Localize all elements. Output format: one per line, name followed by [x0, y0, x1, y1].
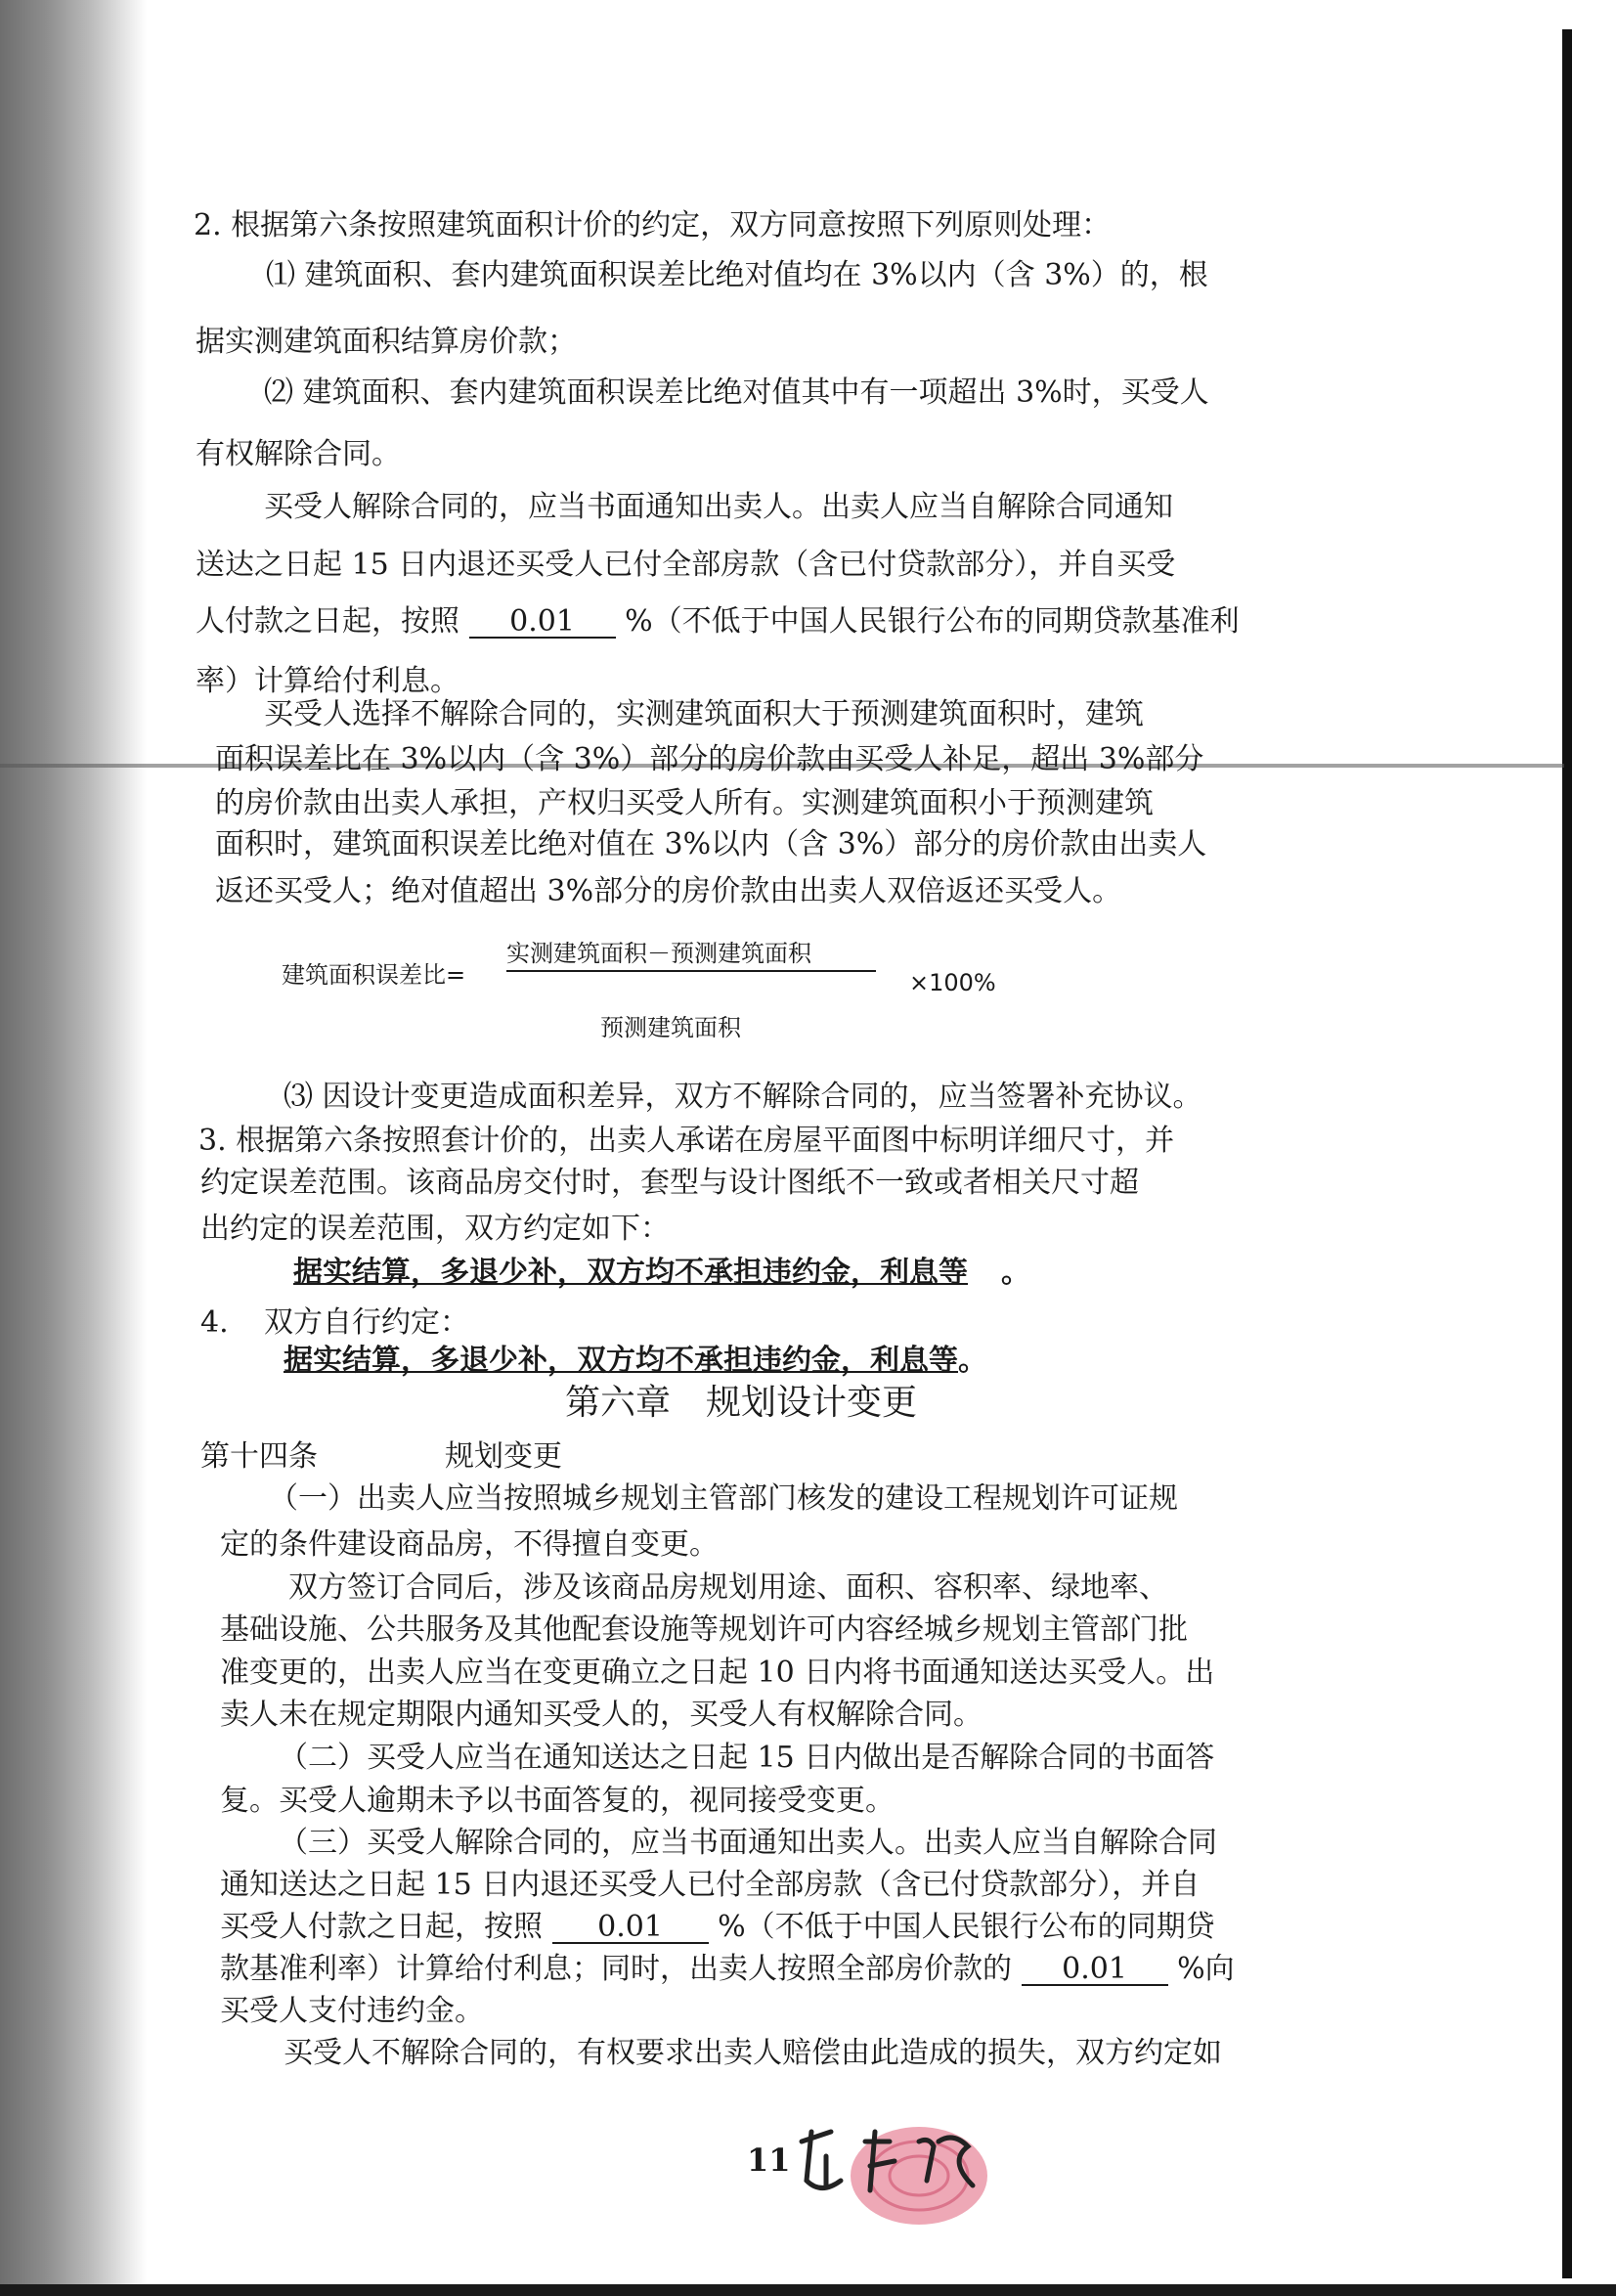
item-2-2-line-1: ⑵ 建筑面积、套内建筑面积误差比绝对值其中有一项超出 3%时，买受人: [264, 375, 1209, 410]
item-3-period: 。: [1001, 1256, 1030, 1290]
formula-fraction-bar: [506, 970, 876, 972]
keep-contract-line-2: 面积误差比在 3%以内（含 3%）部分的房价款由买受人补足，超出 3%部分: [215, 742, 1204, 776]
article-14-p4-line-1: （三）买受人解除合同的，应当书面通知出卖人。出卖人应当自解除合同: [279, 1826, 1217, 1860]
rescind-line-4: 率）计算给付利息。: [196, 664, 459, 698]
item-3-line-2: 约定误差范围。该商品房交付时，套型与设计图纸不一致或者相关尺寸超: [200, 1166, 1139, 1200]
rescind-line-3-pre: 人付款之日起，按照: [196, 604, 459, 639]
article-14-p4-line-3-post: %（不低于中国人民银行公布的同期贷: [718, 1910, 1215, 1944]
article-14-p3-line-1: （二）买受人应当在通知送达之日起 15 日内做出是否解除合同的书面答: [279, 1741, 1215, 1775]
article-14-p2-line-3: 准变更的，出卖人应当在变更确立之日起 10 日内将书面通知送达买受人。出: [220, 1656, 1215, 1690]
interest-rate-blank-1: 0.01: [469, 607, 616, 639]
keep-contract-line-1: 买受人选择不解除合同的，实测建筑面积大于预测建筑面积时，建筑: [264, 697, 1144, 731]
rescind-line-2: 送达之日起 15 日内退还买受人已付全部房款（含已付贷款部分），并自买受: [196, 548, 1176, 582]
rescind-line-3: [196, 603, 1240, 640]
rescind-line-3-post: %（不低于中国人民银行公布的同期贷款基准利: [625, 604, 1240, 639]
signature-stroke-1: [802, 2132, 841, 2188]
article-14-p4-line-2: 通知送达之日起 15 日内退还买受人已付全部房款（含已付贷款部分），并自: [220, 1868, 1201, 1902]
article-14-p2-line-2: 基础设施、公共服务及其他配套设施等规划许可内容经城乡规划主管部门批: [220, 1612, 1188, 1647]
formula-numerator: 实测建筑面积－预测建筑面积: [506, 940, 811, 967]
article-14-p4-line-4: [220, 1951, 1235, 1988]
formula-multiplier: ×100%: [909, 969, 996, 996]
article-14-p1-line-2: 定的条件建设商品房，不得擅自变更。: [220, 1527, 719, 1562]
article-14-p4-line-4-pre: 款基准利率）计算给付利息；同时，出卖人按照全部房价款的: [220, 1952, 1012, 1986]
item-4-number: 4.: [200, 1305, 229, 1340]
article-14-p2-line-4: 卖人未在规定期限内通知买受人的，买受人有权解除合同。: [220, 1698, 983, 1732]
item-4-fill: 据实结算，多退少补，双方均不承担违约金，利息等: [284, 1344, 958, 1378]
page-number: 11: [747, 2141, 791, 2179]
item-3-fill-line: [293, 1255, 1030, 1292]
item-4-period: 。: [958, 1344, 987, 1378]
item-3-fill: 据实结算，多退少补，双方均不承担违约金，利息等: [293, 1256, 968, 1290]
article-14-p4-line-3: [220, 1909, 1215, 1946]
formula-label: 建筑面积误差比=: [282, 961, 466, 989]
penalty-rate-blank: 0.01: [1022, 1955, 1168, 1986]
keep-contract-line-3: 的房价款由出卖人承担，产权归买受人所有。实测建筑面积小于预测建筑: [215, 786, 1154, 820]
interest-rate-blank-2: 0.01: [552, 1913, 709, 1944]
chapter-title: 第六章 规划设计变更: [565, 1383, 918, 1423]
item-3-line-1: 3. 根据第六条按照套计价的，出卖人承诺在房屋平面图中标明详细尺寸，并: [198, 1124, 1175, 1158]
keep-contract-line-4: 面积时，建筑面积误差比绝对值在 3%以内（含 3%）部分的房价款由出卖人: [215, 827, 1207, 861]
keep-contract-line-5: 返还买受人；绝对值超出 3%部分的房价款由出卖人双倍返还买受人。: [215, 874, 1122, 908]
item-2-1-line-1: ⑴ 建筑面积、套内建筑面积误差比绝对值均在 3%以内（含 3%）的，根: [266, 258, 1208, 292]
article-14-number: 第十四条: [200, 1439, 318, 1474]
item-2-1-line-2: 据实测建筑面积结算房价款；: [196, 325, 577, 359]
article-14-p4-line-5: 买受人支付违约金。: [220, 1994, 484, 2028]
rescind-line-1: 买受人解除合同的，应当书面通知出卖人。出卖人应当自解除合同通知: [264, 490, 1173, 524]
article-14-p5-line-1: 买受人不解除合同的，有权要求出卖人赔偿由此造成的损失，双方约定如: [284, 2036, 1222, 2070]
article-14-title: 规划变更: [445, 1439, 562, 1474]
item-2-intro: 2. 根据第六条按照建筑面积计价的约定，双方同意按照下列原则处理：: [194, 208, 1112, 243]
item-4-label: 双方自行约定：: [264, 1305, 469, 1340]
item-4-fill-line: [284, 1343, 987, 1380]
item-3-line-3: 出约定的误差范围，双方约定如下：: [200, 1212, 670, 1246]
signature-with-fingerprint-seal: [782, 2102, 1017, 2249]
article-14-p3-line-2: 复。买受人逾期未予以书面答复的，视同接受变更。: [220, 1784, 895, 1818]
formula-denominator: 预测建筑面积: [600, 1014, 741, 1041]
article-14-p4-line-3-pre: 买受人付款之日起，按照: [220, 1910, 543, 1944]
item-2-2-line-2: 有权解除合同。: [196, 437, 401, 471]
item-2-3: ⑶ 因设计变更造成面积差异，双方不解除合同的，应当签署补充协议。: [284, 1080, 1202, 1114]
article-14-p4-line-4-post: %向: [1177, 1952, 1235, 1986]
article-14-p1-line-1: （一）出卖人应当按照城乡规划主管部门核发的建设工程规划许可证规: [269, 1481, 1178, 1516]
article-14-p2-line-1: 双方签订合同后，涉及该商品房规划用途、面积、容积率、绿地率、: [288, 1570, 1168, 1605]
